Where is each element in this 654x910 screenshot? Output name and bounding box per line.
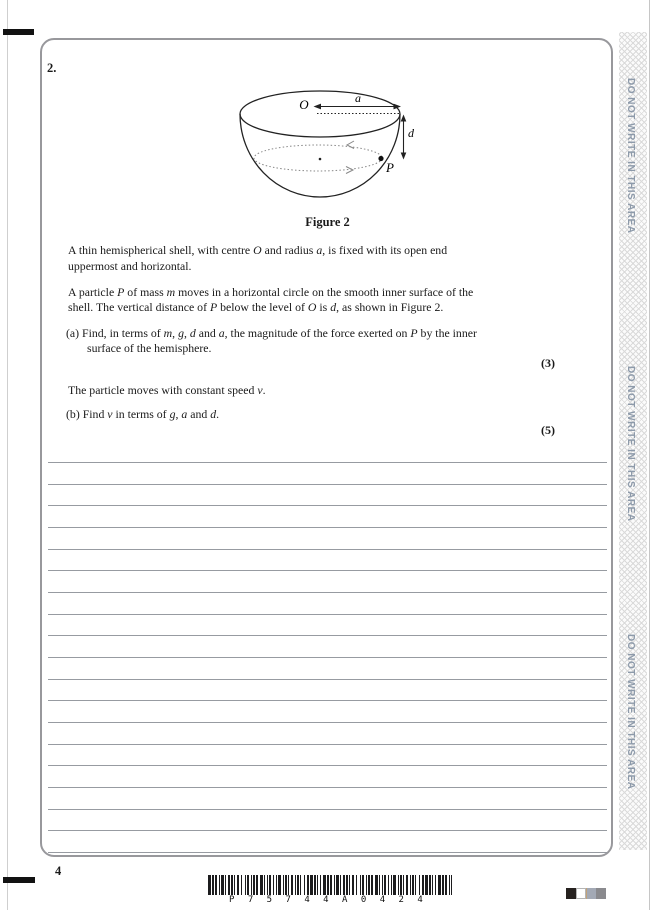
para2-line2: shell. The vertical distance of P below the level of O is d, as shown in Figure 2.: [68, 300, 444, 314]
label-depth-d: d: [408, 126, 414, 140]
answer-line: [48, 700, 607, 701]
answer-line: [48, 852, 607, 853]
answer-line: [48, 765, 607, 766]
para3-line: The particle moves with constant speed v.: [68, 383, 266, 397]
part-a-line1: (a) Find, in terms of m, g, d and a, the magnitude of the force exerted on P by the inner: [66, 326, 477, 340]
question-number: 2.: [47, 61, 57, 75]
depth-arrowhead-up: [401, 115, 407, 122]
answer-line: [48, 679, 607, 680]
answer-line: [48, 484, 607, 485]
do-not-write-warning-1: DO NOT WRITE IN THIS AREA: [625, 78, 636, 234]
answer-line: [48, 462, 607, 463]
reg-block-lightgray: [586, 888, 596, 899]
para1-line1: A thin hemispherical shell, with centre O and radius a, is fixed with its open end: [68, 243, 448, 257]
barcode: [208, 875, 452, 895]
label-centre-O: O: [299, 97, 309, 112]
answer-line: [48, 592, 607, 593]
answer-line: [48, 787, 607, 788]
top-bleed-mark: [3, 29, 34, 35]
page-left-edge-line: [7, 0, 8, 910]
particle-P-dot: [378, 156, 383, 161]
do-not-write-warning-3: DO NOT WRITE IN THIS AREA: [625, 634, 636, 790]
label-radius-a: a: [355, 91, 361, 105]
para1-line2: uppermost and horizontal.: [68, 259, 192, 273]
reg-block-white: [576, 888, 586, 899]
part-b-marks: (5): [541, 423, 555, 437]
answer-line: [48, 635, 607, 636]
print-registration-blocks: [566, 888, 606, 899]
particle-path-dashed-circle: [254, 145, 382, 171]
bottom-bleed-mark: [3, 877, 35, 883]
label-particle-P: P: [386, 160, 394, 175]
part-a-line2: surface of the hemisphere.: [87, 341, 212, 355]
para2-line1: A particle P of mass m moves in a horizontal circle on the smooth inner surface of the: [68, 285, 474, 299]
answer-line: [48, 722, 607, 723]
page-right-edge-line: [649, 0, 650, 910]
barcode-bar: [451, 875, 452, 895]
figure-caption: Figure 2: [305, 215, 350, 229]
depth-arrowhead-down: [401, 153, 407, 160]
answer-line: [48, 809, 607, 810]
do-not-write-warning-2: DO NOT WRITE IN THIS AREA: [625, 366, 636, 522]
part-a-marks: (3): [541, 356, 555, 370]
figure-2-hemisphere-diagram: [230, 85, 425, 207]
answer-line: [48, 614, 607, 615]
bowl-body-curve: [240, 114, 400, 197]
barcode-digits: P 7 5 7 4 4 A 0 4 2 4: [229, 895, 423, 905]
part-b-line1: (b) Find v in terms of g, a and d.: [66, 407, 220, 421]
answer-line: [48, 830, 607, 831]
answer-line: [48, 657, 607, 658]
answer-line: [48, 549, 607, 550]
circle-centre-dot: [319, 158, 322, 161]
reg-block-black: [566, 888, 576, 899]
motion-arrow-top: [347, 141, 354, 149]
bowl-rim-ellipse: [240, 91, 400, 137]
page-number: 4: [55, 864, 62, 878]
answer-line: [48, 527, 607, 528]
answer-line: [48, 744, 607, 745]
radius-arrowhead-left: [314, 104, 322, 110]
reg-block-gray: [596, 888, 606, 899]
answer-line: [48, 505, 607, 506]
answer-line: [48, 570, 607, 571]
